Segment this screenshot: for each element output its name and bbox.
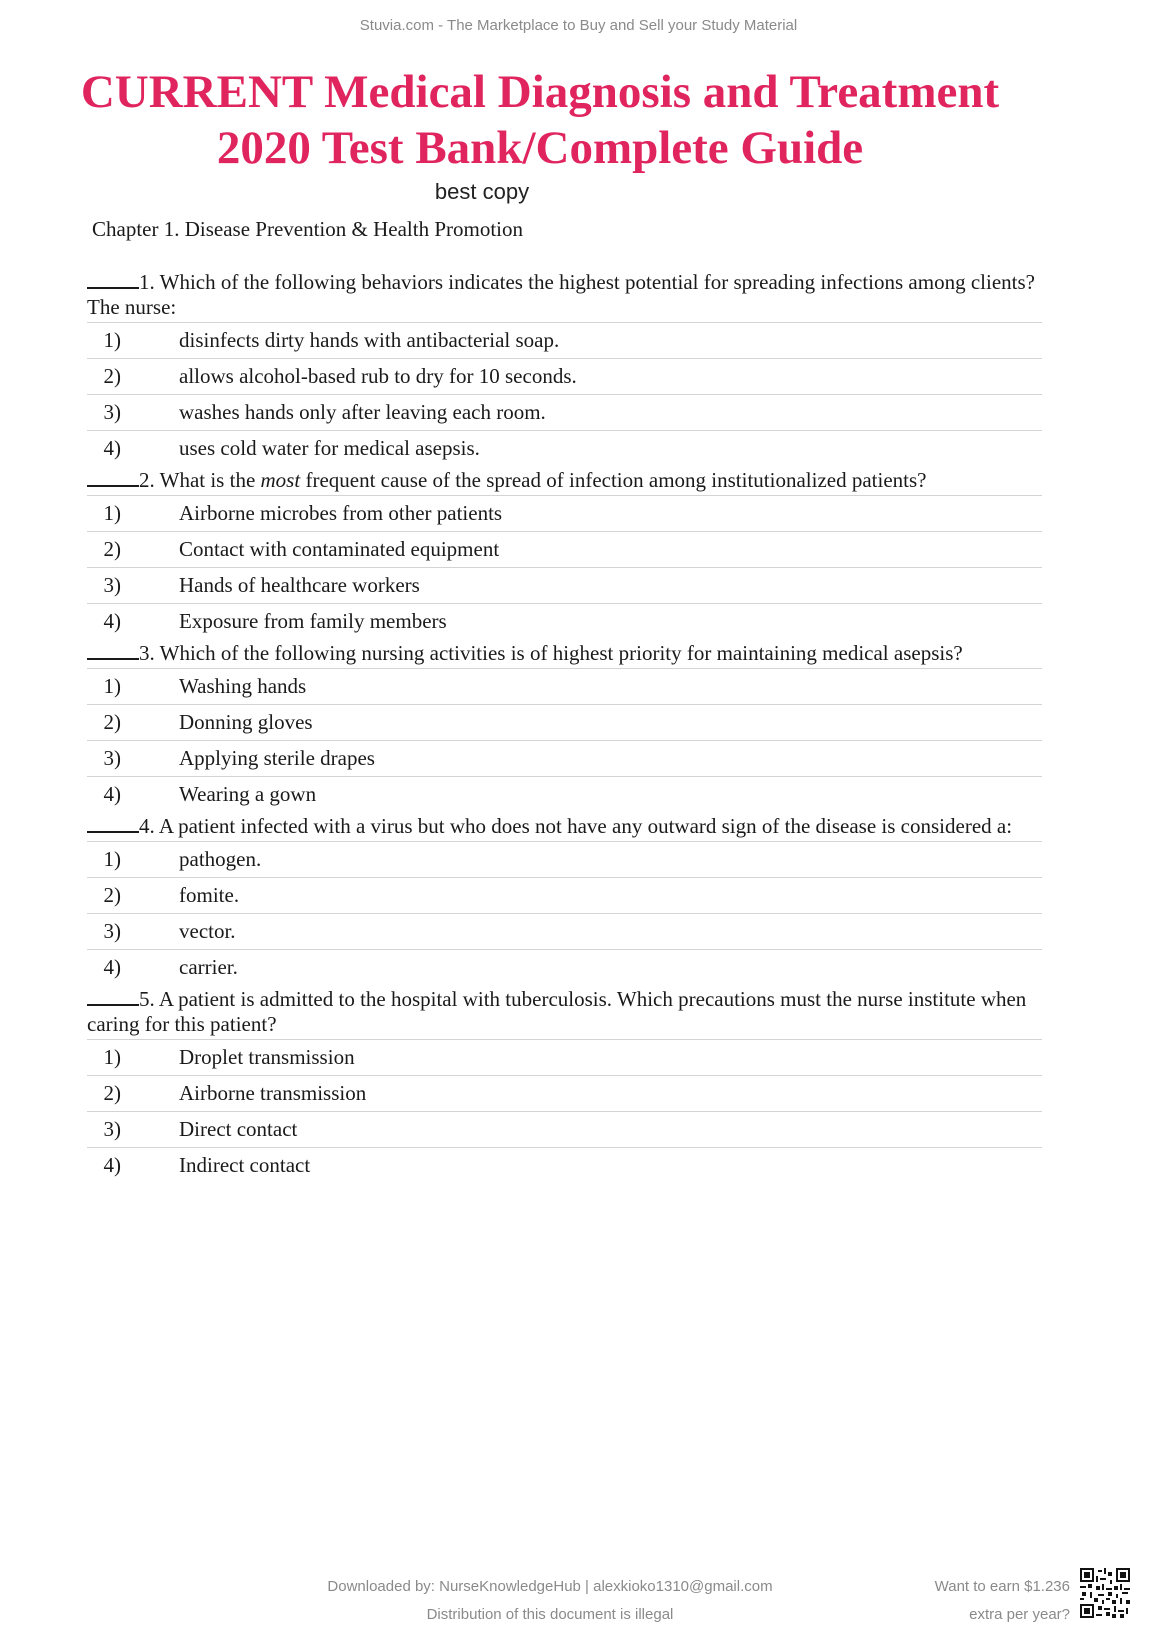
option-text: disinfects dirty hands with antibacterial soap. (179, 328, 560, 352)
option-text: Hands of healthcare workers (179, 573, 420, 597)
option-number: 4) (103, 782, 121, 806)
answer-option (87, 740, 1042, 776)
distribution-note: Distribution of this document is illegal (426, 1606, 674, 1623)
answer-option (87, 358, 1042, 394)
answer-option (87, 668, 1042, 704)
chapter-heading: Chapter 1. Disease Prevention & Health Promotion (92, 217, 524, 241)
answer-option (87, 1111, 1042, 1147)
option-number: 4) (103, 955, 121, 979)
subtitle: best copy (434, 179, 530, 204)
qr-code-icon[interactable] (1080, 1568, 1130, 1618)
download-note: Downloaded by: NurseKnowledgeHub | alexkioko1310@gmail.com (327, 1578, 773, 1595)
option-text: Wearing a gown (179, 782, 317, 806)
option-number: 2) (103, 710, 121, 734)
option-text: Indirect contact (179, 1153, 311, 1177)
earn-promo-line-2[interactable]: extra per year? (969, 1606, 1070, 1623)
answer-option (87, 1039, 1042, 1075)
option-number: 4) (103, 436, 121, 460)
option-text: Airborne microbes from other patients (179, 501, 503, 525)
answer-option (87, 495, 1042, 531)
question-text: 1. Which of the following behaviors indicates the highest potential for spreading infections among clients? The nurse: (87, 270, 1035, 319)
answer-blank (87, 467, 139, 487)
option-text: vector. (179, 919, 236, 943)
answer-option (87, 841, 1042, 877)
answer-option (87, 603, 1042, 640)
question (87, 986, 1042, 1184)
option-text: Contact with contaminated equipment (179, 537, 500, 561)
option-text: Washing hands (179, 674, 307, 698)
option-number: 4) (103, 1153, 121, 1177)
answer-blank (87, 269, 139, 289)
option-text: carrier. (179, 955, 238, 979)
option-number: 1) (103, 328, 121, 352)
option-text: washes hands only after leaving each room. (179, 400, 546, 424)
option-number: 2) (103, 537, 121, 561)
question-text: 2. What is the most frequent cause of the spread of infection among institutionalized patients? (87, 467, 1042, 495)
option-text: Applying sterile drapes (179, 746, 375, 770)
question-text: 4. A patient infected with a virus but who does not have any outward sign of the disease is considered a: (87, 813, 1042, 841)
option-text: Airborne transmission (179, 1081, 367, 1105)
answer-option (87, 531, 1042, 567)
answer-option (87, 1147, 1042, 1184)
question-list (87, 269, 1042, 1184)
option-number: 2) (103, 1081, 121, 1105)
answer-option (87, 394, 1042, 430)
question (87, 813, 1042, 986)
option-number: 1) (103, 674, 121, 698)
question (87, 640, 1042, 813)
option-text: pathogen. (179, 847, 262, 871)
page-title (40, 64, 1040, 176)
option-text: fomite. (179, 883, 240, 907)
answer-option (87, 567, 1042, 603)
answer-option (87, 322, 1042, 358)
answer-blank (87, 986, 139, 1006)
option-text: Donning gloves (179, 710, 313, 734)
option-text: Exposure from family members (179, 609, 447, 633)
question (87, 467, 1042, 640)
option-number: 3) (103, 1117, 121, 1141)
title-line-1: CURRENT Medical Diagnosis and Treatment (80, 66, 1000, 118)
option-text: uses cold water for medical asepsis. (179, 436, 480, 460)
answer-option (87, 913, 1042, 949)
option-number: 2) (103, 883, 121, 907)
answer-option (87, 776, 1042, 813)
answer-blank (87, 813, 139, 833)
option-number: 3) (103, 746, 121, 770)
option-text: Droplet transmission (179, 1045, 355, 1069)
option-number: 1) (103, 501, 121, 525)
option-text: allows alcohol-based rub to dry for 10 seconds. (179, 364, 577, 388)
earn-promo-line-1[interactable]: Want to earn $1.236 (934, 1578, 1070, 1595)
option-number: 3) (103, 919, 121, 943)
option-number: 4) (103, 609, 121, 633)
option-number: 1) (103, 847, 121, 871)
question-text: 5. A patient is admitted to the hospital with tuberculosis. Which precautions must the nurse institute when caring for this patient? (87, 987, 1027, 1036)
question (87, 269, 1042, 467)
option-number: 3) (103, 573, 121, 597)
site-note: Stuvia.com - The Marketplace to Buy and Sell your Study Material (359, 17, 798, 34)
option-number: 1) (103, 1045, 121, 1069)
option-number: 2) (103, 364, 121, 388)
option-number: 3) (103, 400, 121, 424)
question-text: 3. Which of the following nursing activities is of highest priority for maintaining medical asepsis? (87, 640, 1042, 668)
answer-option (87, 949, 1042, 986)
answer-option (87, 430, 1042, 467)
answer-option (87, 1075, 1042, 1111)
answer-blank (87, 640, 139, 660)
answer-option (87, 704, 1042, 740)
option-text: Direct contact (179, 1117, 298, 1141)
title-line-2: 2020 Test Bank/Complete Guide (216, 122, 864, 174)
answer-option (87, 877, 1042, 913)
